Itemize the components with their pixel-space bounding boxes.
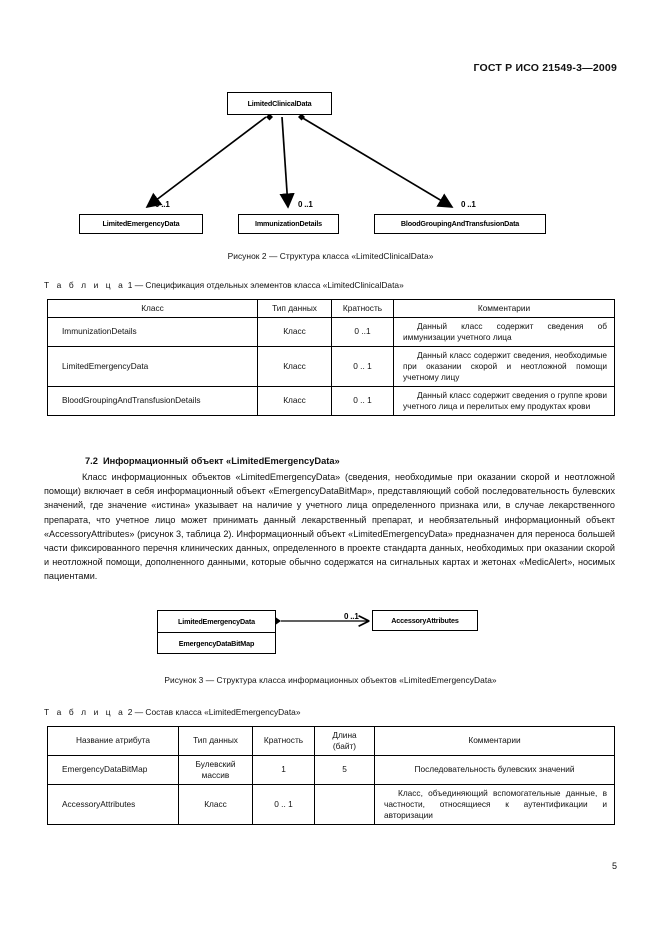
- uml-class-bloodgroupingandtransfusiondata: BloodGroupingAndTransfusionData: [374, 214, 546, 234]
- table-1-row-1-multiplicity: 0 .. 1: [332, 346, 394, 386]
- table-1-row-2-name: BloodGroupingAndTransfusionDetails: [48, 386, 258, 415]
- table-2-row-1-length: [315, 784, 375, 824]
- uml-class-immunizationdetails: ImmunizationDetails: [238, 214, 339, 234]
- table-1-header-comments: Комментарии: [394, 300, 615, 318]
- table-1-row-1-comment: Данный класс содержит сведения, необходимые при оказании скорой и неотложной помощи учетному лицу: [394, 346, 615, 386]
- table-2-header-row: [48, 727, 615, 756]
- uml-class-limitedemergencydata-figure3: [157, 610, 276, 654]
- table-1-row-2-type: Класс: [258, 386, 332, 415]
- multiplicity-label-right: 0 ..1: [461, 200, 476, 209]
- table-2-header-comments: Комментарии: [375, 727, 615, 756]
- table-2-caption-number: 2: [127, 707, 133, 717]
- table-row: [48, 755, 615, 784]
- section-paragraph: Класс информационных объектов «LimitedEmergencyData» (сведения, необходимые при оказании скорой и неотложной помощи) включает в себя информационный объект «EmergencyDataBitMap», представляющий собой последовательность булевских значений, где значение «истина» указывает на наличие у учетного лица определенного признака или, в случае лекарственного препарата, что учетное лицо может принимать данный лекарственный препарат, и необязательный информационный объект «AccessoryAttributes» (рисунок 3, таблица 2). Информационный объект «LimitedEmergencyData» предназначен для переноса большей части фиксированного перечня клинических данных, определенного в проекте стандарта данных, необходимых при оказании скорой и неотложной помощи, дополненного данными, которые обычно содержатся на сигнальных картах и жетонах «MedicAlert», носимых пациентами.: [44, 472, 615, 582]
- figure-3-caption: Рисунок 3 — Структура класса информационных объектов «LimitedEmergencyData»: [164, 675, 497, 685]
- table-1-caption-label: Т а б л и ц а: [44, 280, 126, 290]
- section-heading-7-2: [85, 456, 340, 466]
- uml-class-name-limitedemergencydata: LimitedEmergencyData: [158, 611, 275, 633]
- table-2: [47, 726, 615, 825]
- figure-2-diagram: [44, 92, 617, 240]
- table-row: [48, 346, 615, 386]
- table-2-row-1-multiplicity: 0 .. 1: [253, 784, 315, 824]
- table-2-row-0-type: Булевский массив: [179, 755, 253, 784]
- table-2-row-1-name: AccessoryAttributes: [48, 784, 179, 824]
- table-1-row-2-multiplicity: 0 .. 1: [332, 386, 394, 415]
- section-number: 7.2: [85, 456, 98, 466]
- table-2-header-attribute-name: Название атрибута: [48, 727, 179, 756]
- figure-3-diagram: [44, 610, 617, 662]
- table-2-row-0-multiplicity: 1: [253, 755, 315, 784]
- uml-class-accessoryattributes: AccessoryAttributes: [372, 610, 478, 631]
- table-1-caption-number: 1: [127, 280, 133, 290]
- figure-2-caption: Рисунок 2 — Структура класса «LimitedClinicalData»: [227, 251, 434, 261]
- table-row: [48, 317, 615, 346]
- table-1-row-1-name: LimitedEmergencyData: [48, 346, 258, 386]
- table-1-row-0-name: ImmunizationDetails: [48, 317, 258, 346]
- table-row: [48, 784, 615, 824]
- uml-class-limitedemergencydata: LimitedEmergencyData: [79, 214, 203, 234]
- multiplicity-label-left: 0 ..1: [155, 200, 170, 209]
- table-row: [48, 386, 615, 415]
- table-1-row-0-comment: Данный класс содержит сведения об иммунизации учетного лица: [394, 317, 615, 346]
- table-2-row-1-type: Класс: [179, 784, 253, 824]
- table-2-caption: [44, 707, 300, 717]
- table-1-caption-text: — Спецификация отдельных элементов класса «LimitedClinicalData»: [134, 280, 404, 290]
- multiplicity-label-middle: 0 ..1: [298, 200, 313, 209]
- table-2-row-0-name: EmergencyDataBitMap: [48, 755, 179, 784]
- table-1-row-1-type: Класс: [258, 346, 332, 386]
- page-number: 5: [611, 861, 617, 871]
- table-2-header-length-line2: (байт): [332, 740, 357, 751]
- table-2-row-0-length: 5: [315, 755, 375, 784]
- figure-3-connectors: [44, 610, 617, 662]
- table-2-row-1-comment: Класс, объединяющий вспомогательные данные, в частности, относящиеся к аутентификации и авторизации: [375, 784, 615, 824]
- table-1: [47, 299, 615, 416]
- table-2-header-length-line1: Длина: [332, 730, 357, 740]
- uml-class-limitedclinicaldata: LimitedClinicalData: [227, 92, 332, 115]
- table-2-header-datatype: Тип данных: [179, 727, 253, 756]
- table-2-caption-text: — Состав класса «LimitedEmergencyData»: [134, 707, 301, 717]
- multiplicity-label-accessoryattributes: 0 ..1: [344, 612, 359, 621]
- table-2-header-multiplicity: Кратность: [253, 727, 315, 756]
- document-header: ГОСТ Р ИСО 21549-3—2009: [473, 62, 617, 74]
- uml-attribute-emergencydatabitmap: EmergencyDataBitMap: [178, 639, 255, 648]
- section-title: Информационный объект «LimitedEmergencyData»: [102, 456, 340, 466]
- table-1-caption: [44, 280, 404, 290]
- table-1-header-class: Класс: [48, 300, 258, 318]
- table-1-row-0-multiplicity: 0 ..1: [332, 317, 394, 346]
- table-1-header-datatype: Тип данных: [258, 300, 332, 318]
- table-1-header-row: [48, 300, 615, 318]
- table-1-row-2-comment: Данный класс содержит сведения о группе крови учетного лица и перелитых ему продуктах крови: [394, 386, 615, 415]
- table-2-caption-label: Т а б л и ц а: [44, 707, 126, 717]
- table-1-row-0-type: Класс: [258, 317, 332, 346]
- table-2-row-0-comment: Последовательность булевских значений: [375, 755, 615, 784]
- table-2-header-length: [315, 727, 375, 756]
- table-1-header-multiplicity: Кратность: [332, 300, 394, 318]
